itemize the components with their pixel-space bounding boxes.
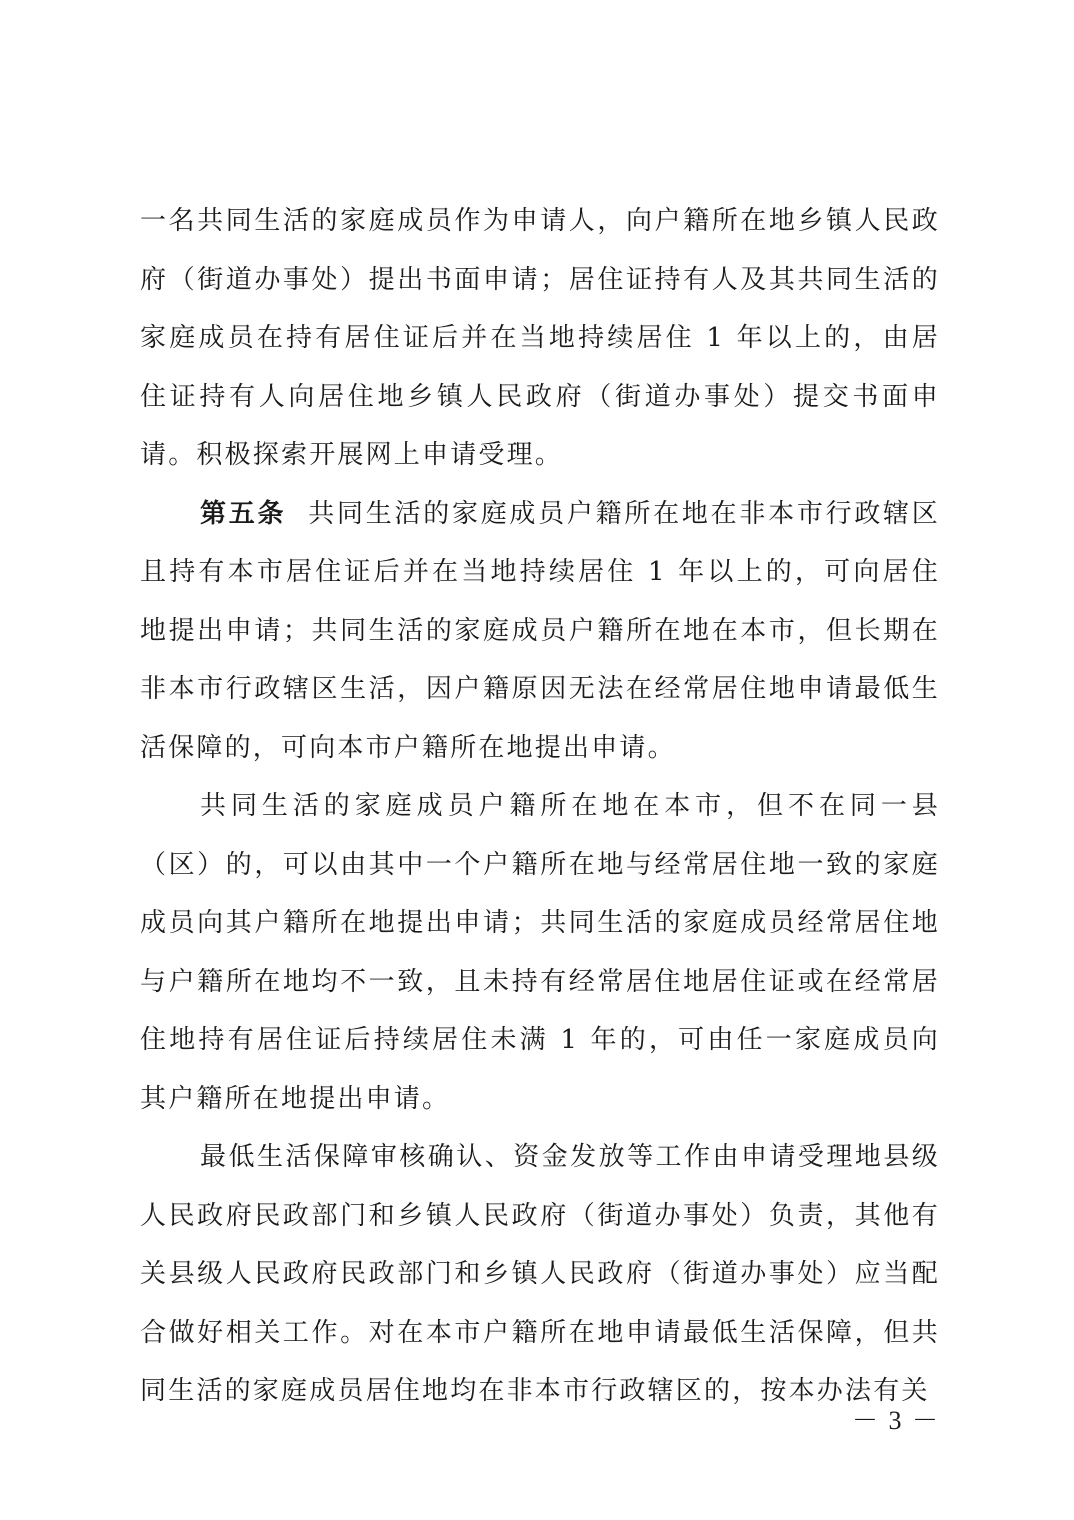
page-number: － 3 － — [851, 1406, 940, 1435]
paragraph-1-text: 一名共同生活的家庭成员作为申请人，向户籍所在地乡镇人民政府（街道办事处）提出书面申请；居住证持有人及其共同生活的家庭成员在持有居住证后并在当地持续居住 1 年以上的，由居住证持有人向居住地乡镇人民政府（街道办事处）提交书面申请。积极探索开展网上申请受理。 — [140, 206, 940, 470]
paragraph-4-text: 最低生活保障审核确认、资金发放等工作由申请受理地县级人民政府民政部门和乡镇人民政府（街道办事处）负责，其他有关县级人民政府民政部门和乡镇人民政府（街道办事处）应当配合做好相关工作。对在本市户籍所在地申请最低生活保障，但共同生活的家庭成员居住地均在非本市行政辖区的，按本办法有关 — [140, 1142, 940, 1406]
paragraph-3 — [140, 777, 940, 1128]
paragraph-4 — [140, 1128, 940, 1421]
paragraph-article-5 — [140, 485, 940, 778]
document-body — [140, 192, 940, 1421]
paragraph-2-text: 共同生活的家庭成员户籍所在地在非本市行政辖区且持有本市居住证后并在当地持续居住 1 年以上的，可向居住地提出申请；共同生活的家庭成员户籍所在地在本市，但长期在非本市行政辖区生活，因户籍原因无法在经常居住地申请最低生活保障的，可向本市户籍所在地提出申请。 — [140, 498, 940, 763]
paragraph-3-text: 共同生活的家庭成员户籍所在地在本市，但不在同一县（区）的，可以由其中一个户籍所在地与经常居住地一致的家庭成员向其户籍所在地提出申请；共同生活的家庭成员经常居住地与户籍所在地均不一致，且未持有经常居住地居住证或在经常居住地持有居住证后持续居住未满 1 年的，可由任一家庭成员向其户籍所在地提出申请。 — [140, 791, 940, 1114]
article-5-heading: 第五条 — [200, 498, 287, 529]
paragraph-1 — [140, 192, 940, 485]
